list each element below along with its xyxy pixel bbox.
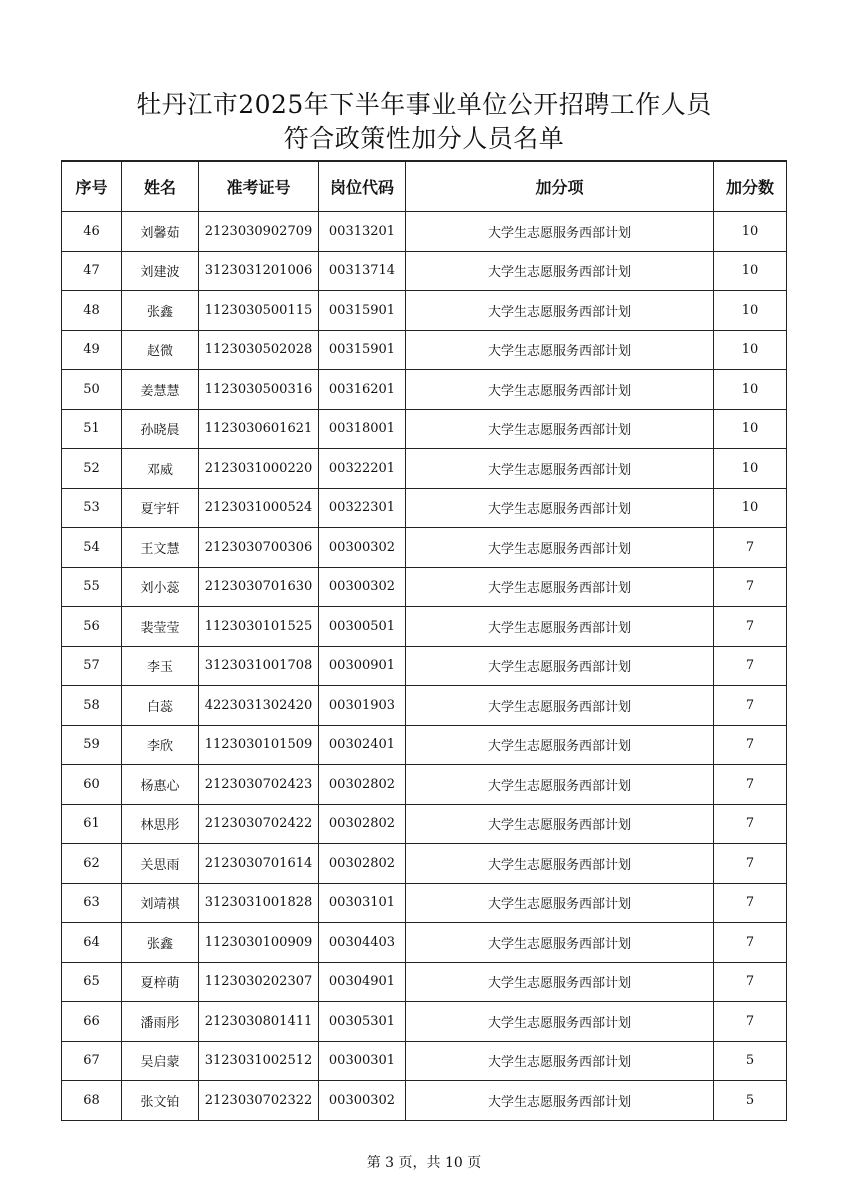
cell-serial-number: 66 xyxy=(62,1002,122,1042)
cell-bonus-item: 大学生志愿服务西部计划 xyxy=(406,725,714,765)
cell-post-code: 00316201 xyxy=(319,370,406,410)
cell-bonus-item: 大学生志愿服务西部计划 xyxy=(406,1002,714,1042)
cell-bonus-item: 大学生志愿服务西部计划 xyxy=(406,844,714,884)
cell-bonus-score: 10 xyxy=(714,330,787,370)
table-row xyxy=(62,765,787,805)
cell-post-code: 00322201 xyxy=(319,449,406,489)
cell-bonus-score: 7 xyxy=(714,528,787,568)
cell-ticket-number: 2123030701614 xyxy=(199,844,319,884)
cell-bonus-item: 大学生志愿服务西部计划 xyxy=(406,607,714,647)
cell-bonus-score: 7 xyxy=(714,1002,787,1042)
cell-name: 张鑫 xyxy=(122,291,199,331)
cell-serial-number: 55 xyxy=(62,567,122,607)
cell-ticket-number: 3123031201006 xyxy=(199,251,319,291)
cell-post-code: 00304901 xyxy=(319,962,406,1002)
cell-bonus-score: 10 xyxy=(714,449,787,489)
cell-serial-number: 58 xyxy=(62,686,122,726)
cell-post-code: 00302802 xyxy=(319,765,406,805)
cell-name: 刘馨茹 xyxy=(122,212,199,252)
cell-serial-number: 51 xyxy=(62,409,122,449)
cell-bonus-item: 大学生志愿服务西部计划 xyxy=(406,449,714,489)
cell-name: 张文铂 xyxy=(122,1081,199,1121)
cell-bonus-item: 大学生志愿服务西部计划 xyxy=(406,646,714,686)
cell-ticket-number: 1123030601621 xyxy=(199,409,319,449)
bonus-points-table xyxy=(61,160,787,1121)
cell-serial-number: 52 xyxy=(62,449,122,489)
cell-bonus-score: 7 xyxy=(714,962,787,1002)
header-ticket-number: 准考证号 xyxy=(199,161,319,212)
cell-name: 裴莹莹 xyxy=(122,607,199,647)
cell-serial-number: 53 xyxy=(62,488,122,528)
table-row xyxy=(62,607,787,647)
header-serial-number: 序号 xyxy=(62,161,122,212)
cell-ticket-number: 1123030500115 xyxy=(199,291,319,331)
cell-bonus-score: 10 xyxy=(714,251,787,291)
cell-ticket-number: 1123030100909 xyxy=(199,923,319,963)
cell-bonus-score: 7 xyxy=(714,844,787,884)
table-row xyxy=(62,1081,787,1121)
cell-ticket-number: 2123030702322 xyxy=(199,1081,319,1121)
table-row xyxy=(62,883,787,923)
cell-bonus-item: 大学生志愿服务西部计划 xyxy=(406,528,714,568)
cell-bonus-score: 7 xyxy=(714,567,787,607)
cell-bonus-score: 7 xyxy=(714,686,787,726)
cell-bonus-score: 10 xyxy=(714,409,787,449)
page-number: 第 3 页，共 10 页 xyxy=(366,1155,482,1171)
header-bonus-score: 加分数 xyxy=(714,161,787,212)
cell-serial-number: 59 xyxy=(62,725,122,765)
cell-bonus-item: 大学生志愿服务西部计划 xyxy=(406,1041,714,1081)
cell-name: 姜慧慧 xyxy=(122,370,199,410)
cell-ticket-number: 2123030700306 xyxy=(199,528,319,568)
cell-bonus-item: 大学生志愿服务西部计划 xyxy=(406,488,714,528)
cell-bonus-item: 大学生志愿服务西部计划 xyxy=(406,1081,714,1121)
cell-ticket-number: 2123031000220 xyxy=(199,449,319,489)
cell-bonus-item: 大学生志愿服务西部计划 xyxy=(406,291,714,331)
cell-bonus-score: 7 xyxy=(714,765,787,805)
cell-post-code: 00315901 xyxy=(319,330,406,370)
table-row xyxy=(62,1002,787,1042)
cell-post-code: 00318001 xyxy=(319,409,406,449)
cell-bonus-score: 5 xyxy=(714,1041,787,1081)
cell-bonus-score: 7 xyxy=(714,923,787,963)
cell-bonus-item: 大学生志愿服务西部计划 xyxy=(406,765,714,805)
cell-bonus-score: 7 xyxy=(714,804,787,844)
cell-bonus-score: 7 xyxy=(714,607,787,647)
cell-post-code: 00300302 xyxy=(319,528,406,568)
cell-name: 白蕊 xyxy=(122,686,199,726)
cell-serial-number: 62 xyxy=(62,844,122,884)
cell-bonus-item: 大学生志愿服务西部计划 xyxy=(406,409,714,449)
cell-name: 李欣 xyxy=(122,725,199,765)
cell-bonus-score: 7 xyxy=(714,646,787,686)
table-row xyxy=(62,725,787,765)
cell-name: 刘小蕊 xyxy=(122,567,199,607)
document-title-line-1: 牡丹江市2025年下半年事业单位公开招聘工作人员 xyxy=(136,90,712,119)
cell-post-code: 00300302 xyxy=(319,567,406,607)
cell-name: 杨惠心 xyxy=(122,765,199,805)
cell-serial-number: 65 xyxy=(62,962,122,1002)
cell-bonus-item: 大学生志愿服务西部计划 xyxy=(406,804,714,844)
cell-name: 王文慧 xyxy=(122,528,199,568)
cell-bonus-item: 大学生志愿服务西部计划 xyxy=(406,962,714,1002)
cell-ticket-number: 3123031002512 xyxy=(199,1041,319,1081)
cell-ticket-number: 1123030500316 xyxy=(199,370,319,410)
table-row xyxy=(62,923,787,963)
header-bonus-item: 加分项 xyxy=(406,161,714,212)
cell-ticket-number: 2123030702422 xyxy=(199,804,319,844)
cell-name: 关思雨 xyxy=(122,844,199,884)
table-row xyxy=(62,251,787,291)
cell-serial-number: 56 xyxy=(62,607,122,647)
cell-name: 夏宇轩 xyxy=(122,488,199,528)
cell-serial-number: 63 xyxy=(62,883,122,923)
cell-serial-number: 50 xyxy=(62,370,122,410)
table-row xyxy=(62,409,787,449)
cell-serial-number: 60 xyxy=(62,765,122,805)
cell-ticket-number: 3123031001708 xyxy=(199,646,319,686)
table-header-row xyxy=(62,161,787,212)
cell-post-code: 00300302 xyxy=(319,1081,406,1121)
cell-name: 邓威 xyxy=(122,449,199,489)
table-row xyxy=(62,567,787,607)
cell-ticket-number: 1123030101525 xyxy=(199,607,319,647)
table-row xyxy=(62,844,787,884)
cell-serial-number: 61 xyxy=(62,804,122,844)
cell-ticket-number: 3123031001828 xyxy=(199,883,319,923)
cell-name: 张鑫 xyxy=(122,923,199,963)
table-row xyxy=(62,804,787,844)
cell-post-code: 00303101 xyxy=(319,883,406,923)
cell-name: 孙晓晨 xyxy=(122,409,199,449)
table-row xyxy=(62,212,787,252)
cell-ticket-number: 2123030902709 xyxy=(199,212,319,252)
cell-bonus-score: 10 xyxy=(714,488,787,528)
cell-post-code: 00302401 xyxy=(319,725,406,765)
cell-post-code: 00313201 xyxy=(319,212,406,252)
cell-post-code: 00300901 xyxy=(319,646,406,686)
cell-ticket-number: 1123030202307 xyxy=(199,962,319,1002)
cell-bonus-item: 大学生志愿服务西部计划 xyxy=(406,567,714,607)
cell-name: 赵微 xyxy=(122,330,199,370)
cell-ticket-number: 1123030101509 xyxy=(199,725,319,765)
cell-name: 潘雨彤 xyxy=(122,1002,199,1042)
cell-name: 李玉 xyxy=(122,646,199,686)
table-row xyxy=(62,330,787,370)
cell-post-code: 00302802 xyxy=(319,844,406,884)
table-row xyxy=(62,646,787,686)
cell-bonus-item: 大学生志愿服务西部计划 xyxy=(406,251,714,291)
table-row xyxy=(62,528,787,568)
cell-bonus-item: 大学生志愿服务西部计划 xyxy=(406,330,714,370)
cell-bonus-score: 10 xyxy=(714,291,787,331)
table-row xyxy=(62,291,787,331)
document-title-line-2: 符合政策性加分人员名单 xyxy=(283,124,565,153)
cell-bonus-score: 7 xyxy=(714,883,787,923)
cell-bonus-item: 大学生志愿服务西部计划 xyxy=(406,212,714,252)
table-row xyxy=(62,962,787,1002)
cell-post-code: 00304403 xyxy=(319,923,406,963)
cell-bonus-score: 10 xyxy=(714,212,787,252)
cell-bonus-item: 大学生志愿服务西部计划 xyxy=(406,883,714,923)
table-row xyxy=(62,1041,787,1081)
table-row xyxy=(62,488,787,528)
table-row xyxy=(62,449,787,489)
table-row xyxy=(62,686,787,726)
cell-serial-number: 68 xyxy=(62,1081,122,1121)
cell-post-code: 00315901 xyxy=(319,291,406,331)
cell-bonus-item: 大学生志愿服务西部计划 xyxy=(406,923,714,963)
cell-post-code: 00302802 xyxy=(319,804,406,844)
cell-post-code: 00313714 xyxy=(319,251,406,291)
cell-post-code: 00301903 xyxy=(319,686,406,726)
cell-bonus-score: 7 xyxy=(714,725,787,765)
cell-post-code: 00300301 xyxy=(319,1041,406,1081)
cell-serial-number: 47 xyxy=(62,251,122,291)
cell-ticket-number: 2123030702423 xyxy=(199,765,319,805)
header-name: 姓名 xyxy=(122,161,199,212)
cell-ticket-number: 2123031000524 xyxy=(199,488,319,528)
cell-bonus-item: 大学生志愿服务西部计划 xyxy=(406,370,714,410)
cell-serial-number: 46 xyxy=(62,212,122,252)
cell-name: 夏梓萌 xyxy=(122,962,199,1002)
cell-bonus-item: 大学生志愿服务西部计划 xyxy=(406,686,714,726)
cell-bonus-score: 5 xyxy=(714,1081,787,1121)
cell-serial-number: 67 xyxy=(62,1041,122,1081)
cell-serial-number: 49 xyxy=(62,330,122,370)
cell-post-code: 00300501 xyxy=(319,607,406,647)
cell-ticket-number: 1123030502028 xyxy=(199,330,319,370)
cell-serial-number: 57 xyxy=(62,646,122,686)
cell-serial-number: 48 xyxy=(62,291,122,331)
table-row xyxy=(62,370,787,410)
cell-name: 刘靖祺 xyxy=(122,883,199,923)
cell-serial-number: 64 xyxy=(62,923,122,963)
cell-ticket-number: 4223031302420 xyxy=(199,686,319,726)
cell-post-code: 00305301 xyxy=(319,1002,406,1042)
cell-name: 吴启蒙 xyxy=(122,1041,199,1081)
cell-post-code: 00322301 xyxy=(319,488,406,528)
cell-name: 刘建波 xyxy=(122,251,199,291)
cell-name: 林思彤 xyxy=(122,804,199,844)
header-post-code: 岗位代码 xyxy=(319,161,406,212)
cell-ticket-number: 2123030801411 xyxy=(199,1002,319,1042)
cell-bonus-score: 10 xyxy=(714,370,787,410)
cell-ticket-number: 2123030701630 xyxy=(199,567,319,607)
cell-serial-number: 54 xyxy=(62,528,122,568)
table-body xyxy=(62,212,787,1121)
